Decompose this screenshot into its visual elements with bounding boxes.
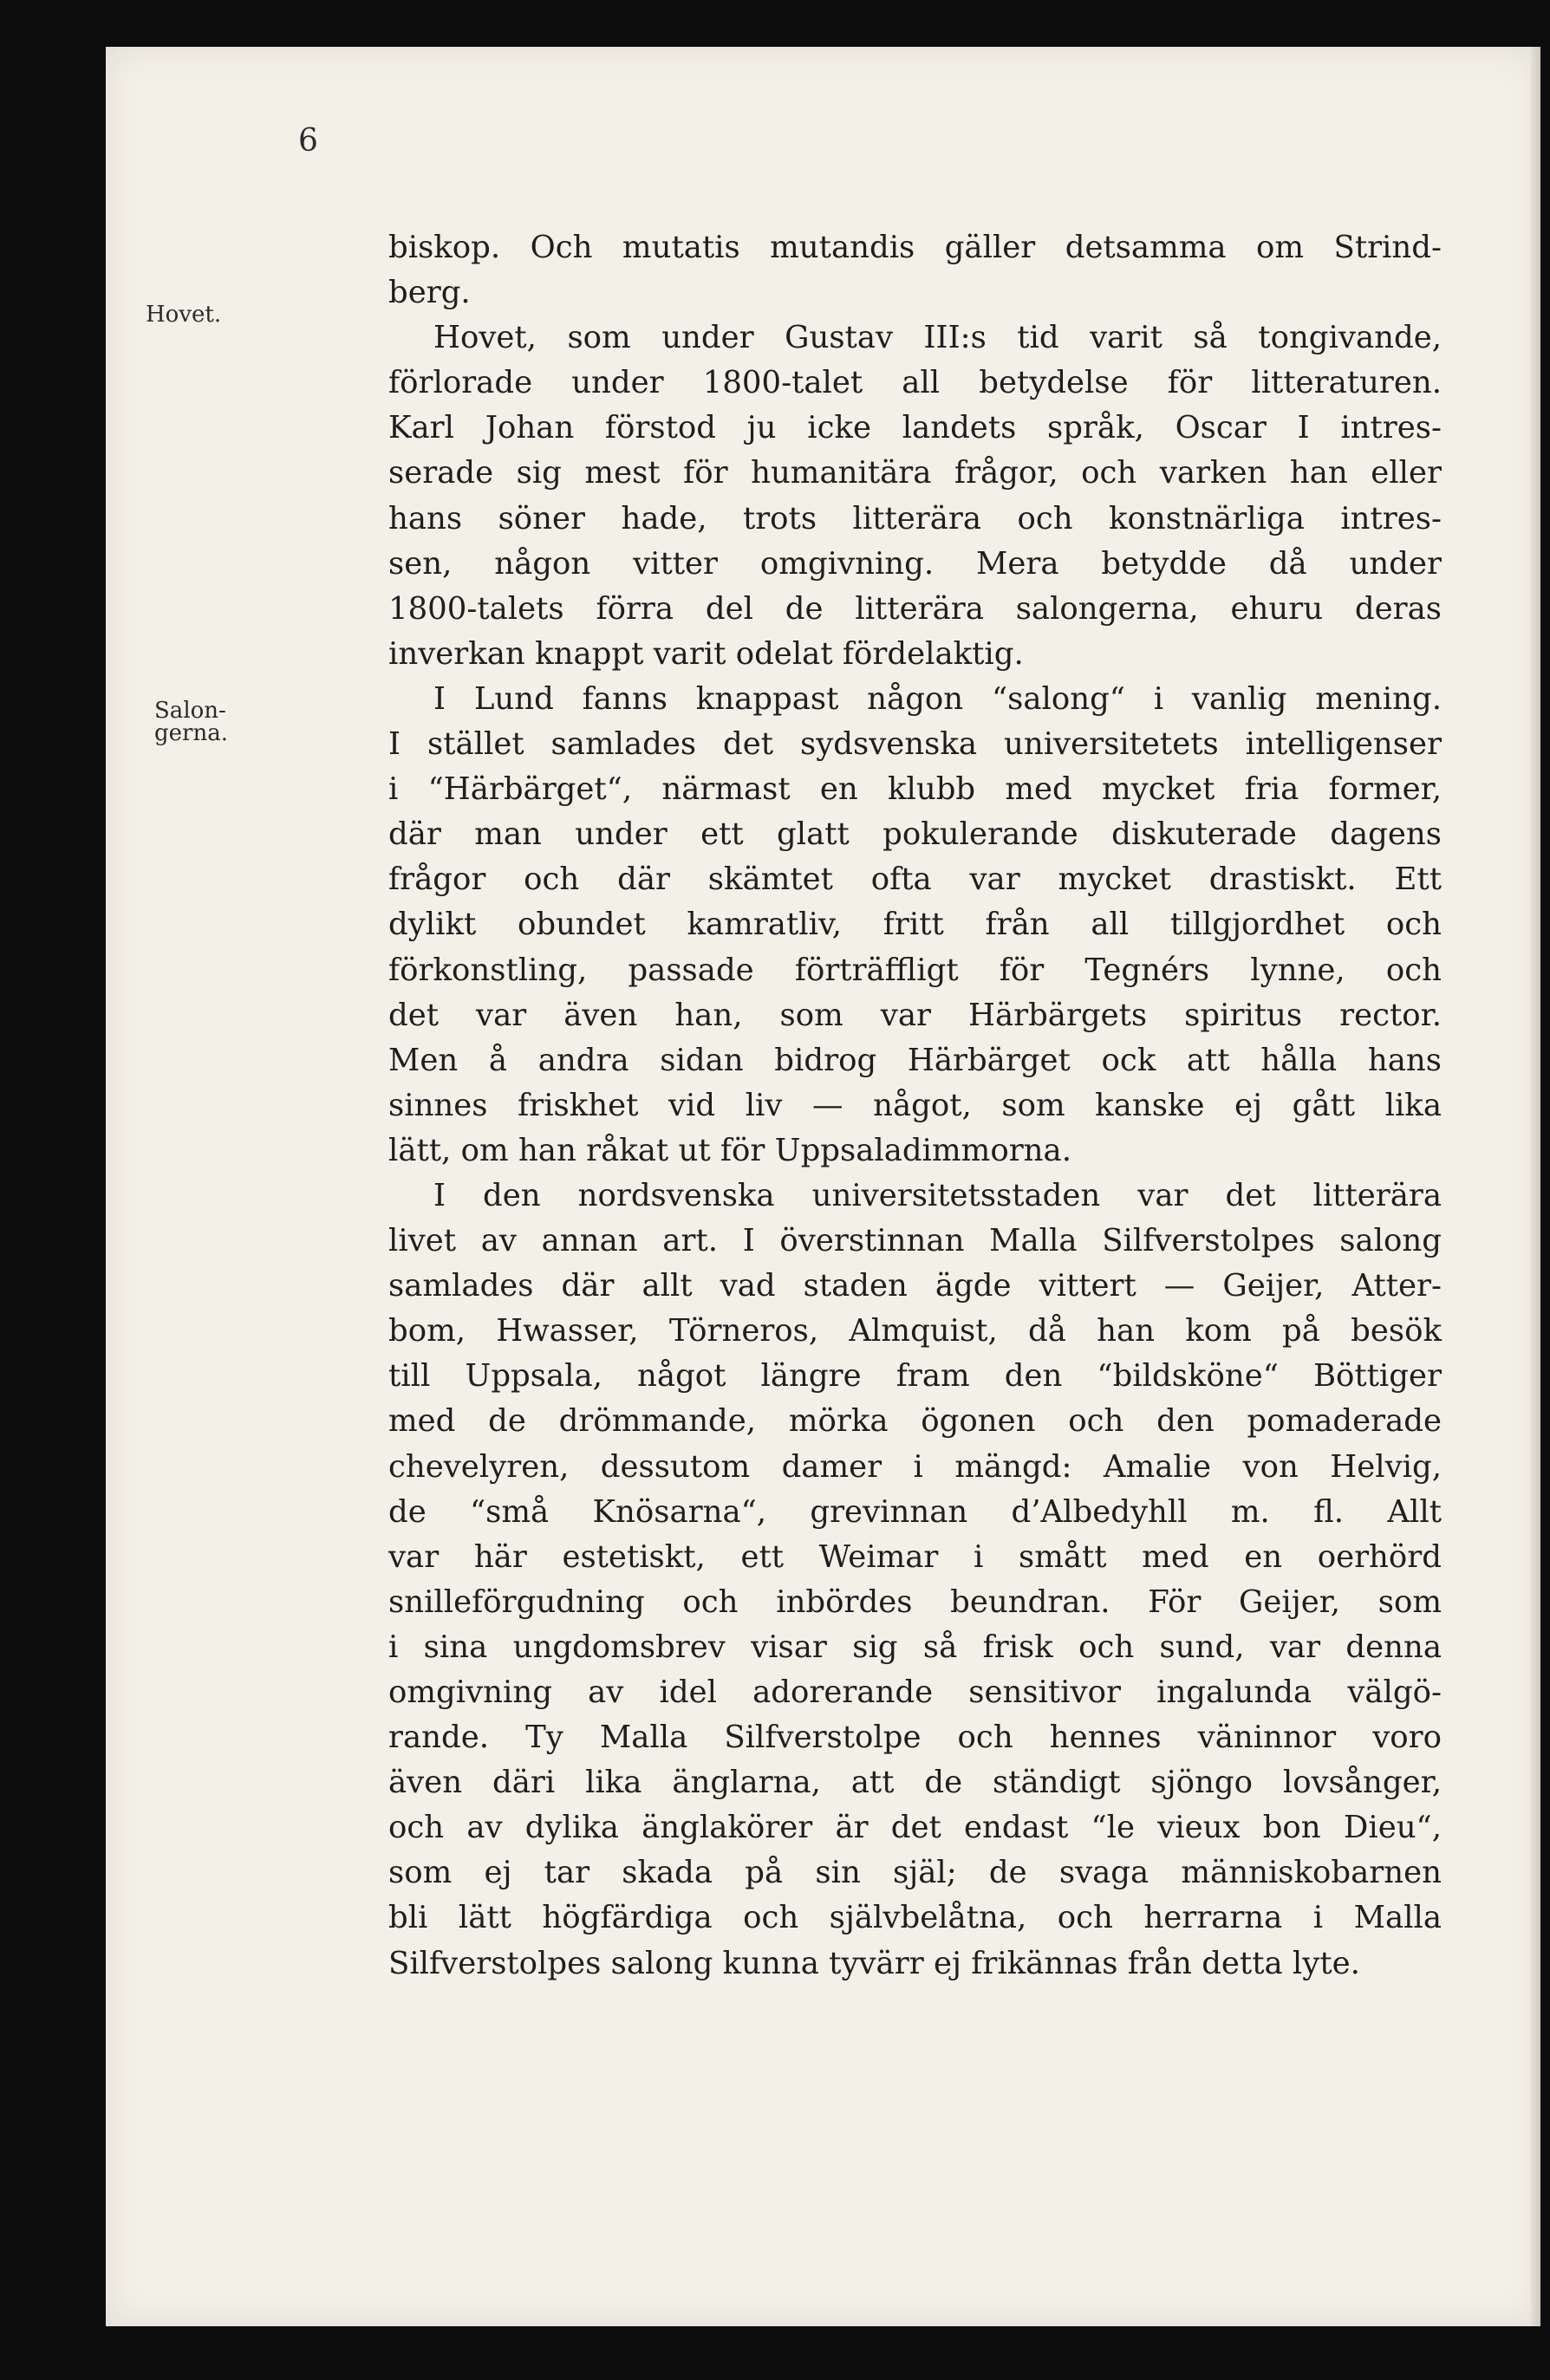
text-line: biskop. Och mutatis mutandis gäller detsamma om Strind- — [388, 230, 1442, 265]
text-line: lätt, om han råkat ut för Uppsaladimmorna. — [388, 1132, 1071, 1168]
text-line: Silfverstolpes salong kunna tyvärr ej frikännas från detta lyte. — [388, 1945, 1360, 1981]
page-edge — [1530, 47, 1540, 2326]
margin-note-hovet — [146, 303, 221, 326]
text-line: 1800-talets förra del de litterära salongerna, ehuru deras — [388, 590, 1442, 627]
margin-note-salongerna — [154, 699, 228, 745]
text-line: frågor och där skämtet ofta var mycket drastiskt. Ett — [388, 862, 1442, 898]
text-line: förlorade under 1800-talet all betydelse för litteraturen. — [388, 365, 1442, 401]
text-line: sen, någon vitter omgivning. Mera betydde då under — [388, 545, 1442, 582]
text-line: inverkan knappt varit odelat fördelaktig. — [388, 635, 1024, 672]
text-line: var här estetiskt, ett Weimar i smått med en oerhörd — [388, 1538, 1442, 1575]
text-line: samlades där allt vad staden ägde vittert — Geijer, Atter- — [388, 1268, 1442, 1304]
margin-note-hovet-text: Hovet. — [146, 302, 222, 328]
text-line: även däri lika änglarna, att de ständigt sjöngo lovsånger, — [388, 1765, 1442, 1801]
text-line: de “små Knösarna“, grevinnan d’Albedyhll m. fl. Allt — [388, 1493, 1442, 1530]
margin-note-salongerna-line-2: gerna. — [154, 720, 228, 746]
text-line: sinnes friskhet vid liv — något, som kanske ej gått lika — [388, 1087, 1442, 1123]
text-line: I stället samlades det sydsvenska universitetets intelligenser — [388, 726, 1442, 763]
text-line: i “Härbärget“, närmast en klubb med mycket fria former, — [388, 771, 1442, 808]
text-line: Men å andra sidan bidrog Härbärget ock att hålla hans — [388, 1042, 1442, 1078]
text-line: livet av annan art. I överstinnan Malla Silfverstolpes salong — [388, 1223, 1442, 1259]
page-number: 6 — [298, 123, 318, 159]
text-line: serade sig mest för humanitära frågor, och varken han eller — [388, 455, 1442, 491]
text-line: I den nordsvenska universitetsstaden var det litterära — [433, 1177, 1442, 1213]
text-line: bom, Hwasser, Törneros, Almquist, då han kom på besök — [388, 1313, 1442, 1349]
text-line: omgivning av idel adorerande sensitivor ingalunda välgö- — [388, 1674, 1442, 1710]
body-text — [388, 225, 1442, 1987]
text-line: och av dylika änglakörer är det endast “le vieux bon Dieu“, — [388, 1810, 1442, 1846]
text-line: hans söner hade, trots litterära och konstnärliga intres- — [388, 500, 1442, 536]
text-line: som ej tar skada på sin själ; de svaga människobarnen — [388, 1855, 1442, 1891]
text-line: med de drömmande, mörka ögonen och den pomaderade — [388, 1403, 1442, 1440]
margin-note-salongerna-line-1: Salon- — [154, 698, 226, 724]
text-line: det var även han, som var Härbärgets spiritus rector. — [388, 997, 1442, 1033]
text-line: till Uppsala, något längre fram den “bildsköne“ Böttiger — [388, 1358, 1442, 1395]
text-line: bli lätt högfärdiga och självbelåtna, och herrarna i Malla — [388, 1900, 1442, 1936]
text-line: snilleförgudning och inbördes beundran. För Geijer, som — [388, 1583, 1442, 1620]
text-line: i sina ungdomsbrev visar sig så frisk och sund, var denna — [388, 1629, 1442, 1665]
text-line: Karl Johan förstod ju icke landets språk, Oscar I intres- — [388, 410, 1442, 446]
text-line: förkonstling, passade förträffligt för Tegnérs lynne, och — [388, 952, 1442, 988]
text-line: I Lund fanns knappast någon “salong“ i vanlig mening. — [433, 680, 1442, 717]
text-line: där man under ett glatt pokulerande diskuterade dagens — [388, 816, 1442, 853]
text-line: Hovet, som under Gustav III:s tid varit så tongivande, — [433, 320, 1442, 356]
text-line: berg. — [388, 275, 471, 311]
text-line: chevelyren, dessutom damer i mängd: Amalie von Helvig, — [388, 1448, 1442, 1485]
text-line: dylikt obundet kamratliv, fritt från all tillgjordhet och — [388, 907, 1442, 943]
text-line: rande. Ty Malla Silfverstolpe och hennes väninnor voro — [388, 1720, 1442, 1756]
